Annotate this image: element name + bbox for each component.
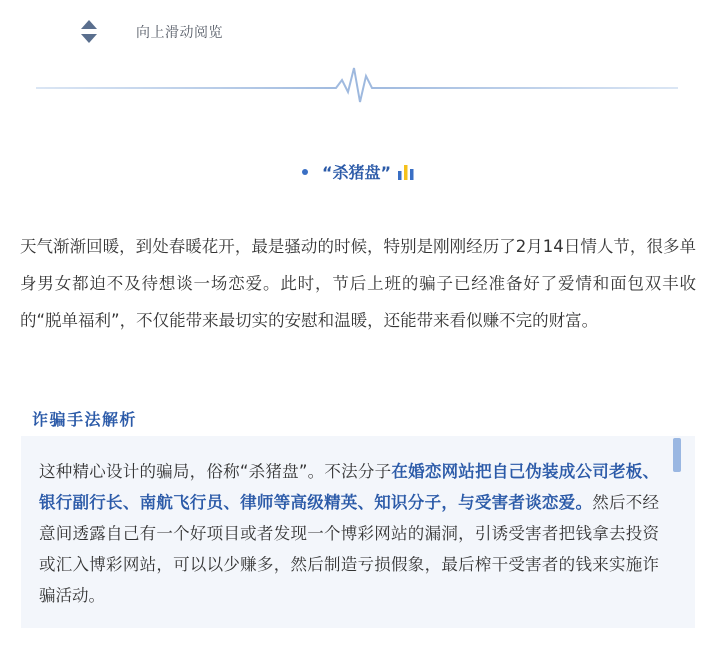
fraud-section-heading: 诈骗手法解析	[32, 410, 138, 429]
scrollbar-thumb[interactable]	[673, 438, 681, 472]
fraud-explanation-text	[39, 456, 659, 611]
section-title	[0, 160, 717, 183]
fraud-text-highlight: 在婚恋网站把自己伪装成公司老板、银行副行长、南航飞行员、律师等高级精英、知识分子，与受害者谈恋爱。	[39, 462, 659, 512]
intro-paragraph: 天气渐渐回暖，到处春暖花开，最是骚动的时候，特别是刚刚经历了2月14日情人节，很多单身男女都迫不及待想谈一场恋爱。此时，节后上班的骗子已经准备好了爱情和面包双丰收的“脱单福利”，不仅能带来最切实的安慰和温暖，还能带来看似赚不完的财富。	[20, 237, 696, 330]
scroll-hint-text: 向上滑动阅览	[136, 25, 223, 41]
scroll-hint	[80, 18, 223, 46]
bar-chart-icon	[397, 163, 415, 181]
section-title-text: “杀猪盘”	[321, 163, 392, 182]
fraud-explanation-box	[21, 436, 695, 628]
fraud-text-part1: 这种精心设计的骗局，俗称“杀猪盘”。不法分子	[39, 462, 392, 481]
up-down-chevron-icon	[80, 19, 98, 45]
fraud-text-part2: 然后不经意间透露自己有一个好项目或者发现一个博彩网站的漏洞，引诱受害者把钱拿去投资或汇入博彩网站，可以以少赚多，然后制造亏损假象，最后榨干受害者的钱来实施诈骗活动。	[39, 493, 660, 605]
bullet-dot	[302, 169, 308, 175]
heartbeat-line-icon	[36, 62, 678, 106]
